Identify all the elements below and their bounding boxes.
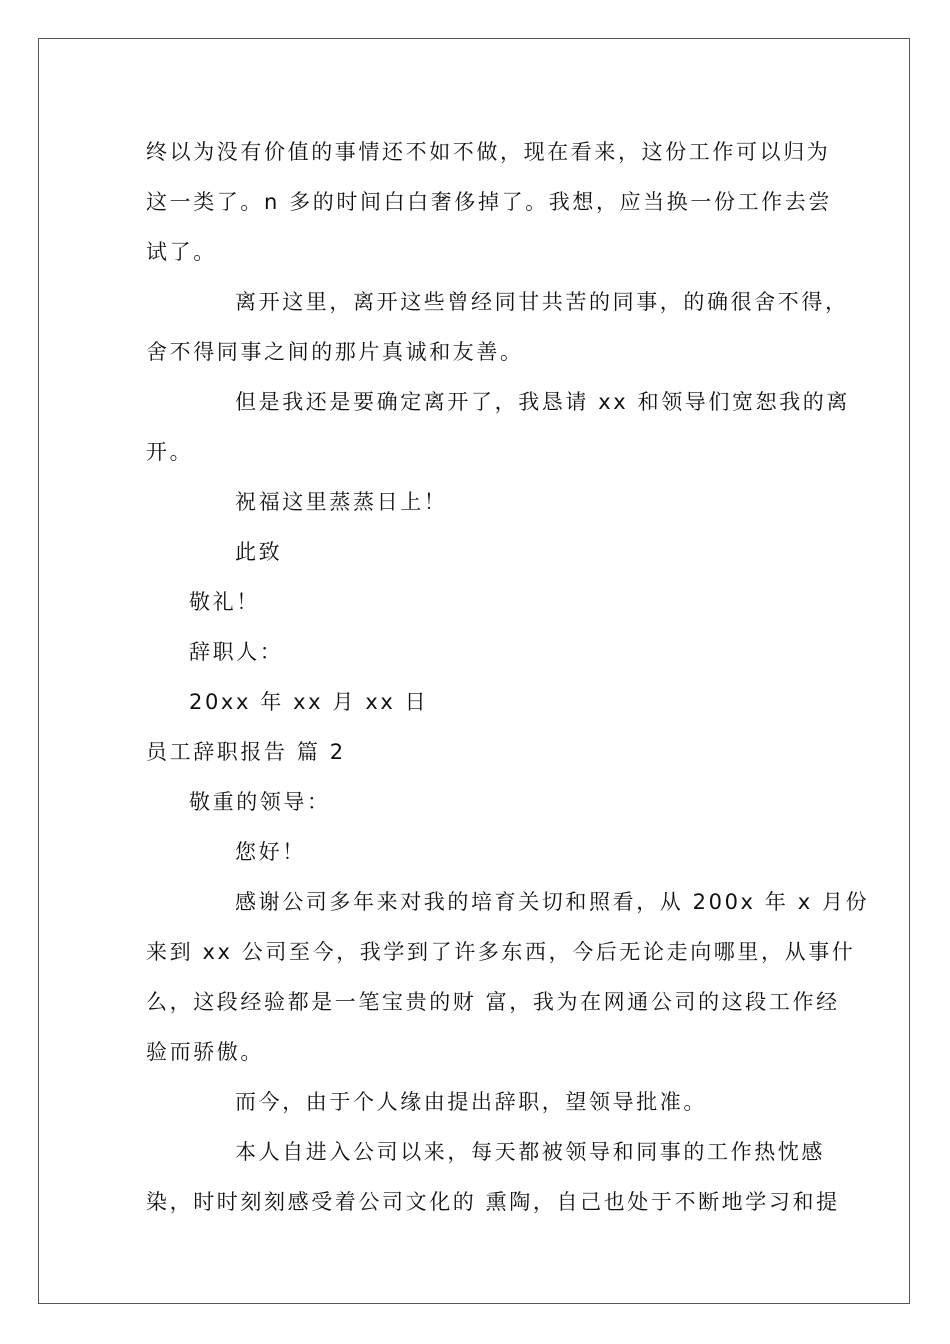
paragraph-line-4: 离开这里，离开这些曾经同甘共苦的同事，的确很舍不得， <box>235 290 849 314</box>
paragraph-line-2: 这一类了。n 多的时间白白奢侈掉了。我想，应当换一份工作去尝 <box>146 190 832 214</box>
paragraph-line-20: 而今，由于个人缘由提出辞职，望领导批准。 <box>235 1090 707 1114</box>
paragraph-line-16: 感谢公司多年来对我的培育关切和照看，从 200x 年 x 月份 <box>235 890 870 914</box>
date-line: 20xx 年 xx 月 xx 日 <box>189 690 429 714</box>
closing-cizhi: 此致 <box>235 540 283 564</box>
greeting: 您好！ <box>235 840 306 864</box>
paragraph-line-1: 终以为没有价值的事情还不如不做，现在看来，这份工作可以归为 <box>146 140 831 164</box>
closing-jingli: 敬礼！ <box>189 590 260 614</box>
paragraph-line-6: 但是我还是要确定离开了，我恳请 xx 和领导们宽恕我的离 <box>235 390 851 414</box>
blessing-line: 祝福这里蒸蒸日上！ <box>235 490 448 514</box>
paragraph-line-22: 染，时时刻刻感受着公司文化的 熏陶，自己也处于不断地学习和提 <box>146 1190 840 1214</box>
paragraph-line-5: 舍不得同事之间的那片真诚和友善。 <box>146 340 524 364</box>
salutation: 敬重的领导： <box>189 790 331 814</box>
paragraph-line-19: 验而骄傲。 <box>146 1040 264 1064</box>
paragraph-line-21: 本人自进入公司以来，每天都被领导和同事的工作热忱感 <box>235 1140 825 1164</box>
paragraph-line-18: 么，这段经验都是一笔宝贵的财 富，我为在网通公司的这段工作经 <box>146 990 840 1014</box>
paragraph-line-17: 来到 xx 公司至今，我学到了许多东西，今后无论走向哪里，从事什 <box>146 940 856 964</box>
paragraph-line-3: 试了。 <box>146 240 217 264</box>
signature-label: 辞职人： <box>189 640 284 664</box>
section-title: 员工辞职报告 篇 2 <box>146 740 346 764</box>
paragraph-line-7: 开。 <box>146 440 194 464</box>
